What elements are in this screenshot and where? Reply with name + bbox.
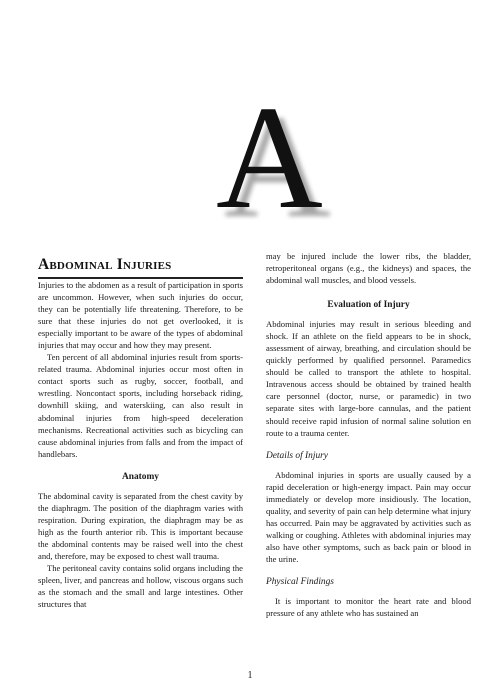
right-column [266,250,471,619]
continued-paragraph: may be injured include the lower ribs, the bladder, retroperitoneal organs (e.g., the kidneys) and spaces, the abdominal wall muscles, and blood vessels. [266,251,471,286]
article-title: Abdominal Injuries [38,250,243,279]
evaluation-paragraph: Abdominal injuries may result in serious bleeding and shock. If an athlete on the field appears to be in shock, assessment of airway, breathing, and circulation should be quickly performed by qualified personnel. Paramedics should be called to transport the athlete to hospital. Intravenous access should be obtained by trained health care personnel (doctor, nurse, or paramedic) in two separate sites with large-bore cannulas, and the patient should receive rapid infusion of normal saline solution en route to a trauma center. [266,319,471,438]
details-heading: Details of Injury [266,450,328,461]
evaluation-heading: Evaluation of Injury [327,300,410,311]
physical-findings-heading: Physical Findings [266,576,334,587]
intro-paragraph: Injuries to the abdomen as a result of participation in sports are uncommon. However, when such injuries do occur, they can be potentially life threatening. Therefore, to be sure that these injuries do not get overlooked, it is especially important to be aware of the types of abdominal injuries that may occur and how they may present. [38,280,243,351]
statistics-paragraph: Ten percent of all abdominal injuries result from sports-related trauma. Abdominal injuries occur most often in contact sports such as rugby, soccer, football, and wrestling. Noncontact sports, including horseback riding, downhill skiing, and waterskiing, can also result in abdominal injuries from high-speed deceleration mechanisms. Recreational activities such as bicycling can cause abdominal injuries from falls and from the impact of handlebars. [38,352,243,459]
anatomy-paragraph-2: The peritoneal cavity contains solid organs including the spleen, liver, and pancreas and hollow, viscous organs such as the stomach and the small and large intestines. Other structures that [38,562,243,610]
anatomy-heading: Anatomy [122,471,159,482]
left-column [38,250,243,610]
physical-findings-paragraph: It is important to monitor the heart rate and blood pressure of any athlete who has sustained an [266,595,471,619]
page-number: 1 [247,670,253,681]
chapter-letter: A [216,76,323,240]
details-paragraph: Abdominal injuries in sports are usually caused by a rapid deceleration or high-energy impact. Pain may occur immediately or develop more insidiously. The location, quality, and severity of pain can help determine what injury has occurred. Pain may be aggravated by activities such as walking or coughing. Athletes with abdominal injuries may also have other symptoms, such as back pain or blood in the urine. [266,469,471,564]
anatomy-paragraph-1: The abdominal cavity is separated from the chest cavity by the diaphragm. The position of the diaphragm varies with respiration. During expiration, the diaphragm may be as high as the fourth anterior rib. This is important because the abdominal contents may be raised well into the chest and, therefore, may be exposed to chest wall trauma. [38,490,243,561]
